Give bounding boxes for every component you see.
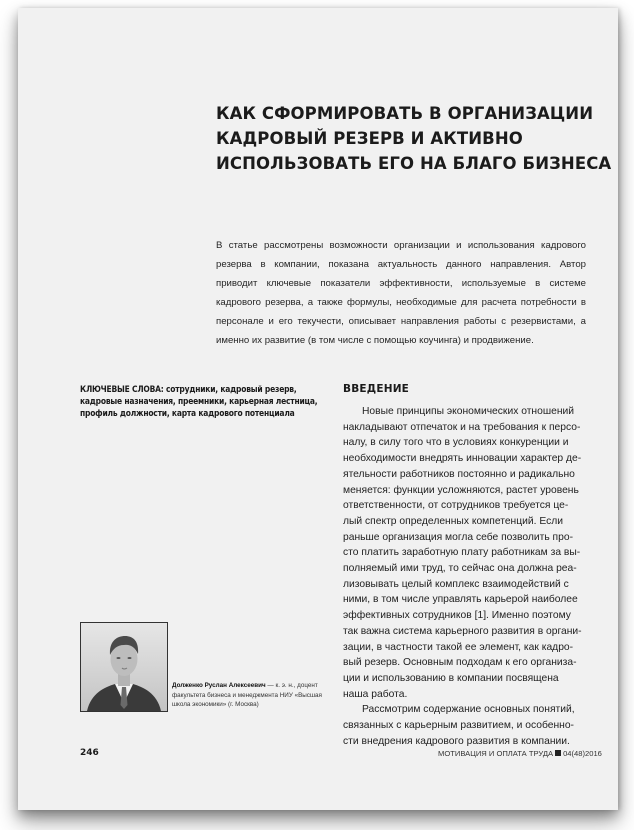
body-line: связанных с карьерным развитием, и особенно- — [343, 720, 574, 732]
body-line: раньше организация могла себе позволить про- — [343, 531, 574, 543]
body-line: лизовывать целый комплекс взаимодействий с — [343, 578, 569, 590]
journal-issue: 04(48)2016 — [563, 749, 602, 758]
square-separator-icon — [555, 750, 561, 756]
body-line: лый спектр определенных компетенций. Если — [343, 515, 564, 527]
body-line: ции и использованию в компании посвящена — [343, 672, 559, 684]
body-line: накладывают отпечаток и на требования к персо- — [343, 421, 581, 433]
keywords: КЛЮЧЕВЫЕ СЛОВА: сотрудники, кадровый резерв, кадровые назначения, преемники, карьерная лестница, профиль должности, карта кадрового потенциала — [80, 384, 318, 418]
body-line: налу, в силу того что в условиях конкуренции и — [343, 437, 569, 449]
author-info: — к. э. н., доцент факультета бизнеса и менеджмента НИУ «Высшая школа экономики» (г. Москва) — [172, 682, 322, 708]
body-line: сто платить заработную плату работникам за вы- — [343, 547, 581, 559]
body-line: меняется: функции усложняются, растет уровень — [343, 484, 579, 496]
body-line: эффективных сотрудников [1]. Именно поэтому — [343, 610, 571, 622]
body-line: так важна система карьерного развития в органи- — [343, 625, 582, 637]
author-name: Долженко Руслан Алексеевич — [172, 682, 266, 689]
body-line: вый резерв. Основным подходам к его организа- — [343, 657, 577, 669]
section-heading: ВВЕДЕНИЕ — [343, 383, 410, 395]
body-line: Новые принципы экономических отношений — [362, 406, 575, 417]
body-line: ответственности, от сотрудников требуется це- — [343, 500, 569, 512]
page-number: 246 — [80, 748, 99, 758]
title-line: ИСПОЛЬЗОВАТЬ ЕГО НА БЛАГО БИЗНЕСА — [216, 154, 612, 173]
article-title — [216, 101, 612, 176]
journal-footer — [438, 749, 602, 758]
body-line: необходимости внедрять инновации характер де- — [343, 453, 582, 465]
title-line: КАДРОВЫЙ РЕЗЕРВ И АКТИВНО — [216, 129, 523, 148]
journal-title: МОТИВАЦИЯ И ОПЛАТА ТРУДА — [438, 749, 554, 758]
author-bio — [172, 681, 342, 710]
body-line: наша работа. — [343, 688, 408, 700]
author-portrait-image — [81, 623, 167, 711]
body-line: сти внедрения кадрового развития в компании. — [343, 735, 570, 747]
article-body — [343, 404, 605, 749]
body-line: Рассмотрим содержание основных понятий, — [362, 704, 575, 716]
body-line: ятельности работников постоянно и радикально — [343, 468, 575, 480]
title-line: КАК СФОРМИРОВАТЬ В ОРГАНИЗАЦИИ — [216, 104, 594, 123]
body-line: ними, в том числе управлять карьерой наиболее — [343, 594, 578, 606]
body-line: полняемый ими труд, то сейчас она должна реа- — [343, 563, 577, 575]
body-line: зации, в частности такой ее элемент, как кадро- — [343, 641, 574, 653]
article-abstract: В статье рассмотрены возможности организации и использования кадрового резерва в компании, показана актуальность данного направления. Автор приводит ключевые показатели эффективности, используемые в системе кадрового резерва, а также формулы, необходимые для расчета потребности в персонале и его текучести, описывает направления работы с резервистами, а именно их развитие (в том числе с помощью коучинга) и продвижение. — [216, 240, 586, 346]
journal-page — [18, 8, 618, 810]
author-photo — [80, 622, 168, 712]
